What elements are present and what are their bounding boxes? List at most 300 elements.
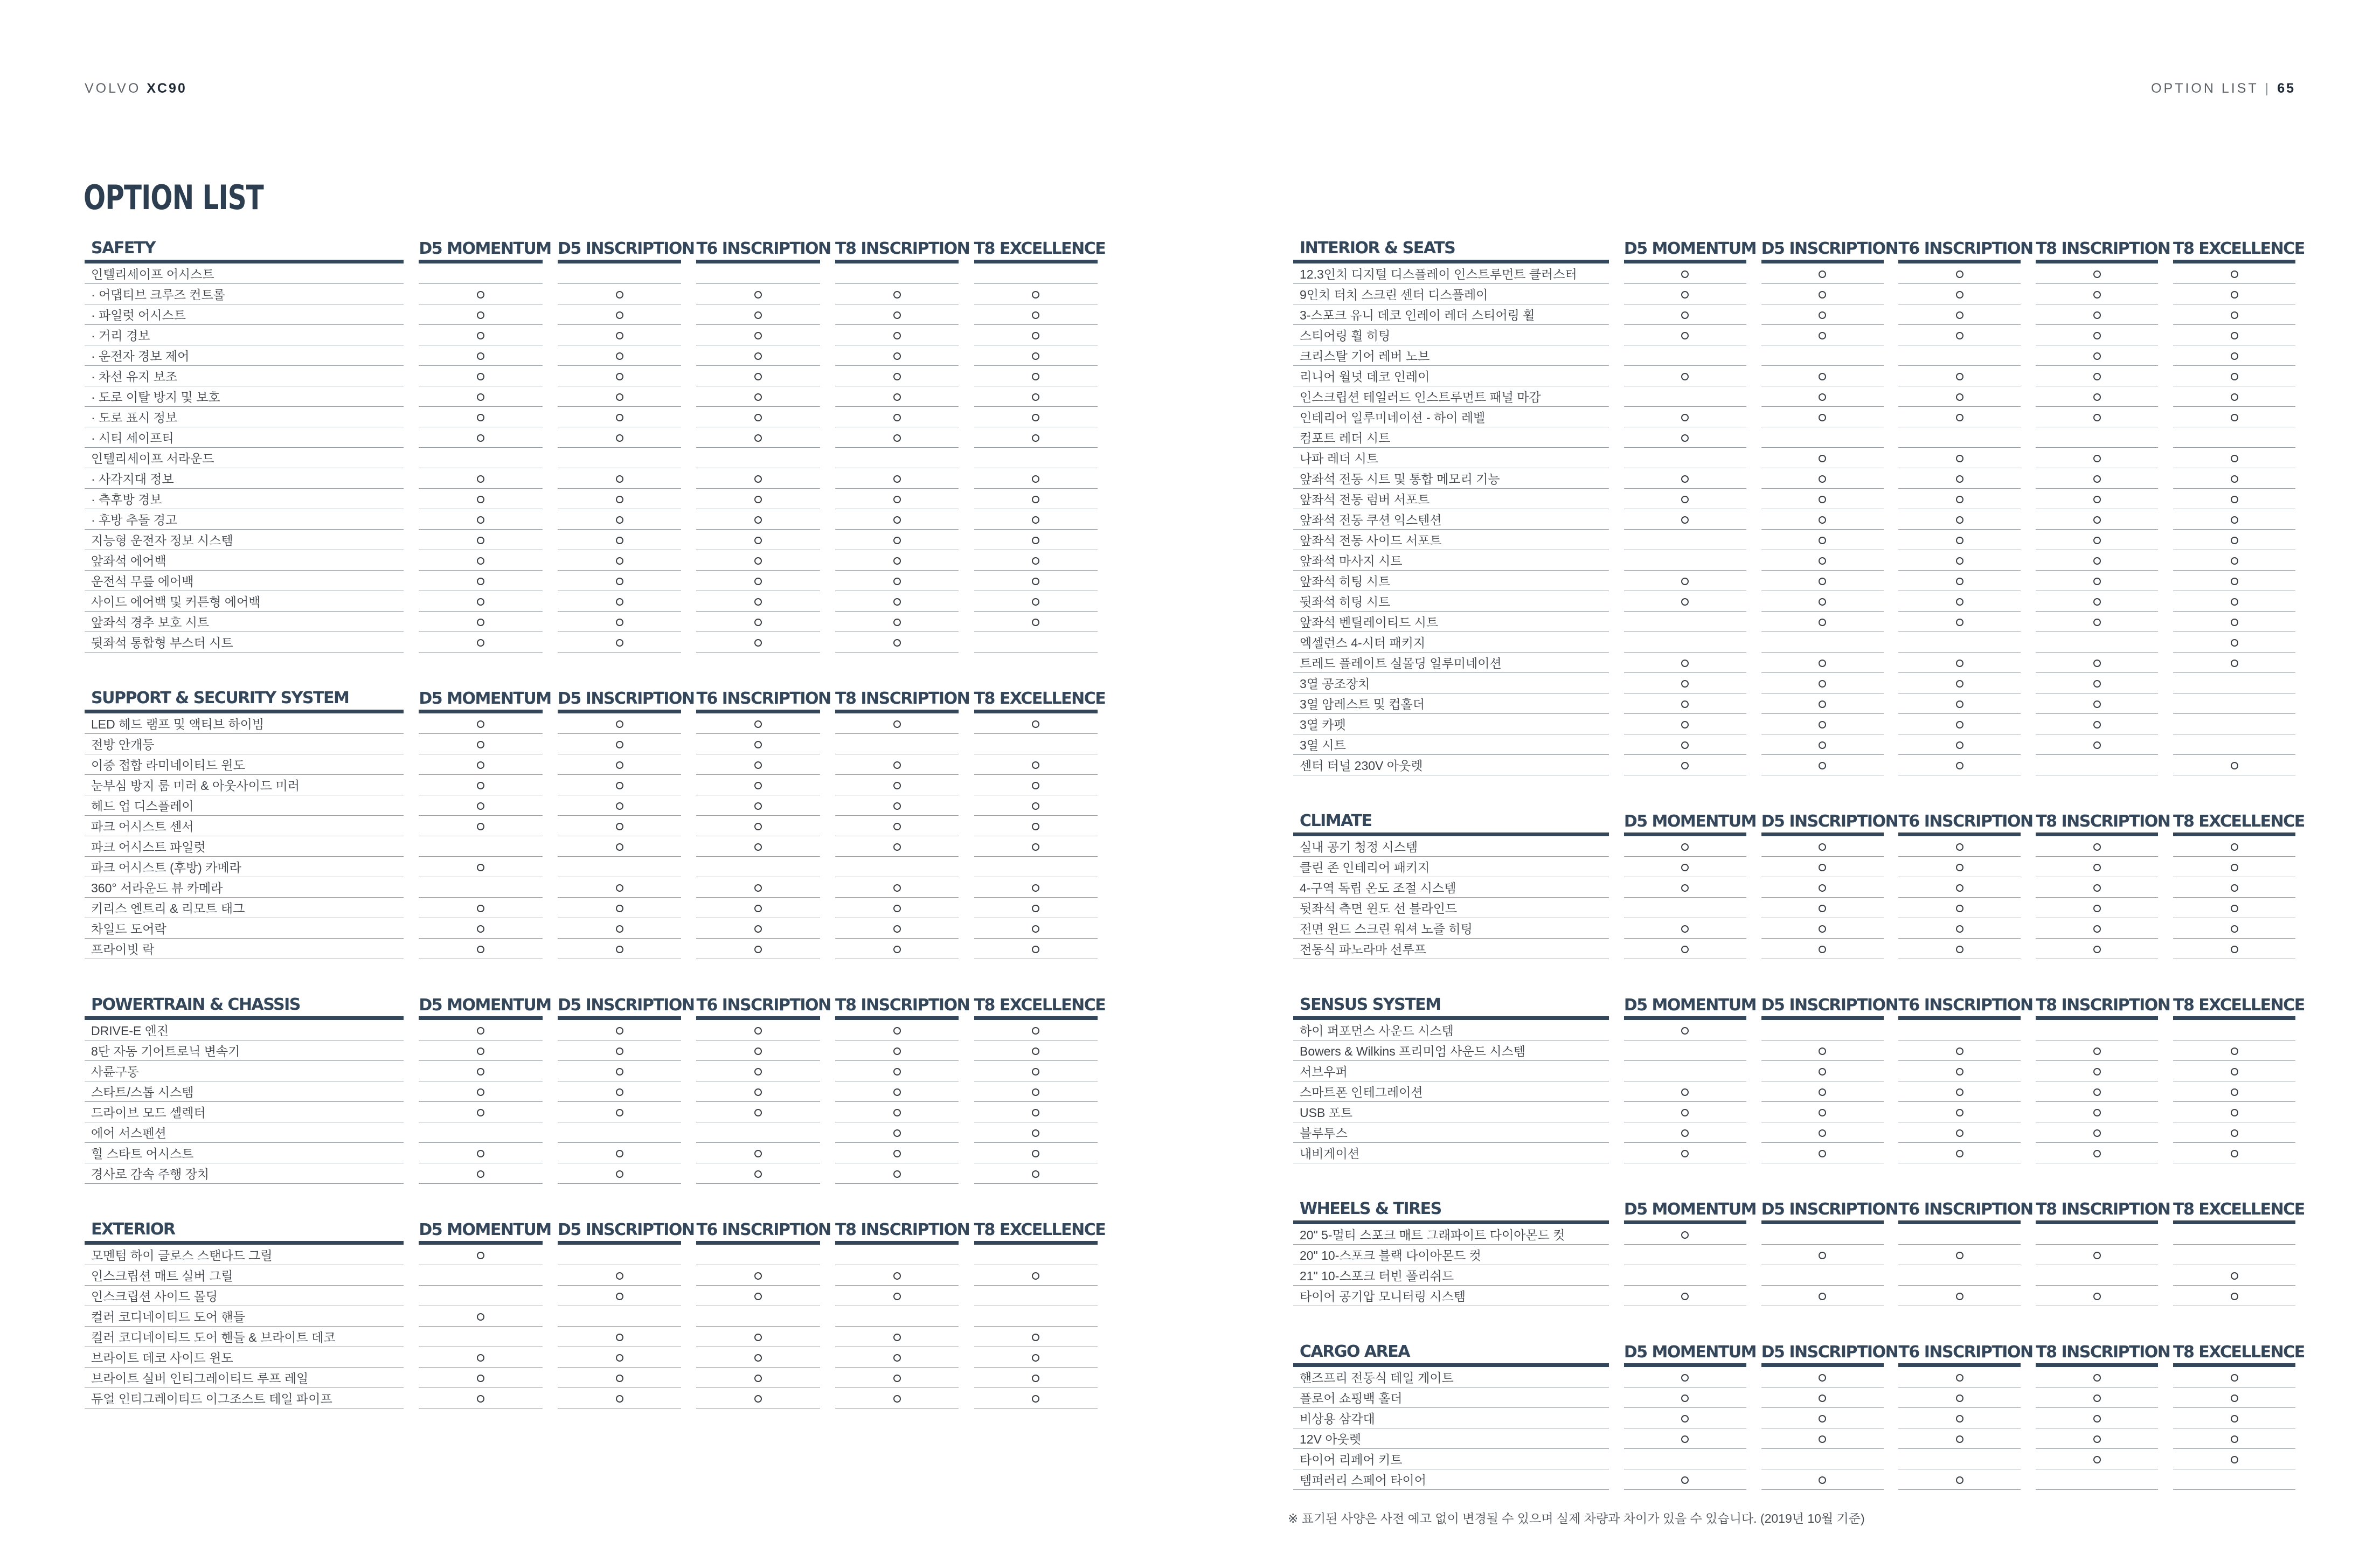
column-gap [1884, 1449, 1899, 1469]
availability-circle-icon [1956, 946, 1963, 953]
availability-cell [1898, 918, 2021, 939]
column-gap [2021, 407, 2036, 427]
availability-circle-icon [2093, 905, 2101, 912]
column-gap [1746, 1449, 1761, 1469]
availability-cell [1761, 263, 1884, 284]
availability-circle-icon [2093, 537, 2101, 544]
section-spacer [85, 653, 1098, 687]
column-gap [1884, 1408, 1899, 1428]
availability-circle-icon [1956, 311, 1963, 319]
availability-cell [696, 754, 820, 775]
column-gap [1609, 591, 1624, 612]
availability-circle-icon [754, 639, 762, 647]
availability-cell [696, 939, 820, 959]
section-title: SUPPORT & SECURITY SYSTEM [85, 687, 404, 713]
availability-circle-icon [1032, 1170, 1039, 1178]
availability-cell [419, 1020, 542, 1040]
availability-circle-icon [1956, 270, 1963, 278]
availability-circle-icon [1681, 1293, 1689, 1300]
availability-circle-icon [1681, 598, 1689, 606]
availability-circle-icon [2231, 1109, 2238, 1116]
availability-circle-icon [616, 1354, 623, 1362]
availability-cell [558, 263, 681, 284]
availability-cell [558, 1245, 681, 1265]
availability-cell [835, 325, 959, 345]
availability-cell [419, 468, 542, 489]
availability-circle-icon [1956, 598, 1963, 606]
column-gap [543, 775, 558, 795]
column-gap [543, 1368, 558, 1388]
availability-cell [974, 489, 1098, 509]
availability-cell [558, 284, 681, 304]
column-gap [1746, 325, 1761, 345]
column-gap [1884, 591, 1899, 612]
section-title: INTERIOR & SEATS [1293, 237, 1609, 263]
column-gap [2158, 571, 2173, 591]
column-gap [2158, 1224, 2173, 1245]
table-row [85, 857, 1098, 877]
table-row [1293, 1224, 2295, 1245]
availability-circle-icon [754, 619, 762, 626]
availability-circle-icon [2231, 270, 2238, 278]
column-gap [2021, 509, 2036, 530]
section-spacer [1293, 1163, 2295, 1198]
availability-cell [1898, 898, 2021, 918]
column-gap [959, 1286, 974, 1306]
column-gap [543, 754, 558, 775]
availability-circle-icon [616, 925, 623, 933]
feature-label: 듀얼 인티그레이티드 이그조스트 테일 파이프 [85, 1388, 404, 1409]
column-gap [1884, 632, 1899, 653]
availability-cell [1624, 1408, 1746, 1428]
availability-cell [1898, 1387, 2021, 1408]
availability-circle-icon [2093, 496, 2101, 503]
availability-circle-icon [1956, 537, 1963, 544]
column-gap [1746, 918, 1761, 939]
table-row [1293, 714, 2295, 734]
column-gap [404, 1218, 419, 1245]
availability-circle-icon [616, 1047, 623, 1055]
feature-label: · 측후방 경보 [85, 489, 404, 509]
column-gap [959, 1143, 974, 1163]
availability-circle-icon [2231, 1088, 2238, 1096]
availability-cell [2036, 1224, 2158, 1245]
availability-cell [696, 713, 820, 734]
table-header-row [1293, 994, 2295, 1020]
feature-label: 3열 시트 [1293, 734, 1609, 755]
availability-circle-icon [754, 557, 762, 565]
column-gap [1609, 407, 1624, 427]
availability-cell [696, 1306, 820, 1327]
availability-cell [696, 509, 820, 530]
column-gap [1609, 994, 1624, 1020]
column-gap [543, 1020, 558, 1040]
table-row [1293, 386, 2295, 407]
page-header [2151, 81, 2295, 96]
availability-cell [1624, 550, 1746, 571]
availability-cell [1624, 530, 1746, 550]
column-gap [1609, 693, 1624, 714]
column-gap [1884, 1020, 1899, 1040]
availability-cell [1624, 1286, 1746, 1306]
model-header-t6-inscription: T6 INSCRIPTION [1898, 1341, 2021, 1367]
column-gap [404, 448, 419, 468]
availability-circle-icon [2093, 373, 2101, 380]
model-header-t8-inscription: T8 INSCRIPTION [2036, 994, 2158, 1020]
column-gap [1609, 366, 1624, 386]
column-gap [404, 877, 419, 898]
availability-circle-icon [754, 537, 762, 544]
column-gap [1746, 1102, 1761, 1122]
availability-cell [974, 550, 1098, 571]
availability-circle-icon [477, 414, 484, 421]
availability-cell [2036, 1469, 2158, 1490]
table-row [85, 448, 1098, 468]
availability-cell [2036, 632, 2158, 653]
availability-circle-icon [477, 619, 484, 626]
feature-label: 12.3인치 디지털 디스플레이 인스트루먼트 클러스터 [1293, 263, 1609, 284]
availability-cell [1624, 653, 1746, 673]
table-row [1293, 325, 2295, 345]
availability-circle-icon [1681, 434, 1689, 442]
availability-circle-icon [1819, 414, 1826, 421]
availability-circle-icon [1032, 557, 1039, 565]
column-gap [404, 366, 419, 386]
column-gap [1884, 836, 1899, 857]
availability-cell [1761, 1143, 1884, 1163]
column-gap [2158, 263, 2173, 284]
availability-cell [974, 1245, 1098, 1265]
availability-circle-icon [1956, 1415, 1963, 1423]
availability-cell [419, 939, 542, 959]
availability-cell [419, 1306, 542, 1327]
table-row [85, 345, 1098, 366]
availability-cell [696, 918, 820, 939]
column-gap [543, 1040, 558, 1061]
availability-circle-icon [1956, 414, 1963, 421]
column-gap [2021, 1061, 2036, 1081]
availability-circle-icon [754, 434, 762, 442]
column-gap [2158, 550, 2173, 571]
availability-circle-icon [893, 1375, 901, 1382]
column-gap [2158, 1286, 2173, 1306]
availability-circle-icon [477, 1395, 484, 1403]
availability-cell [2036, 1367, 2158, 1387]
availability-cell [2173, 1143, 2295, 1163]
availability-cell [1624, 386, 1746, 407]
availability-cell [419, 427, 542, 448]
availability-circle-icon [1819, 311, 1826, 319]
availability-circle-icon [1956, 516, 1963, 524]
column-gap [681, 1163, 696, 1184]
availability-cell [1898, 1245, 2021, 1265]
availability-cell [2173, 325, 2295, 345]
availability-cell [1898, 1449, 2021, 1469]
availability-circle-icon [893, 720, 901, 728]
availability-circle-icon [1819, 1088, 1826, 1096]
column-gap [959, 386, 974, 407]
column-gap [404, 1347, 419, 1368]
column-gap [1609, 714, 1624, 734]
column-gap [820, 530, 835, 550]
availability-circle-icon [1819, 946, 1826, 953]
column-gap [1746, 571, 1761, 591]
availability-cell [1761, 612, 1884, 632]
column-gap [543, 1286, 558, 1306]
availability-cell [835, 795, 959, 816]
availability-circle-icon [2231, 291, 2238, 299]
model-header-t8-excellence: T8 EXCELLENCE [974, 994, 1098, 1020]
column-gap [820, 857, 835, 877]
model-header-t6-inscription: T6 INSCRIPTION [696, 237, 820, 263]
availability-cell [558, 795, 681, 816]
availability-cell [696, 407, 820, 427]
column-gap [543, 345, 558, 366]
column-gap [820, 612, 835, 632]
availability-cell [2173, 693, 2295, 714]
column-gap [2158, 1387, 2173, 1408]
column-gap [1746, 653, 1761, 673]
availability-cell [558, 571, 681, 591]
table-row [85, 1020, 1098, 1040]
column-gap [543, 836, 558, 857]
availability-circle-icon [477, 311, 484, 319]
availability-cell [558, 407, 681, 427]
availability-cell [1898, 1469, 2021, 1490]
availability-circle-icon [477, 578, 484, 585]
availability-circle-icon [754, 291, 762, 299]
feature-label: 플로어 쇼핑백 홀더 [1293, 1387, 1609, 1408]
option-table-interior-seats [1293, 237, 2305, 775]
column-gap [959, 304, 974, 325]
column-gap [1746, 284, 1761, 304]
availability-cell [696, 795, 820, 816]
model-header-d5-inscription: D5 INSCRIPTION [1761, 810, 1884, 836]
column-gap [1884, 877, 1899, 898]
feature-label: 차일드 도어락 [85, 918, 404, 939]
availability-cell [1898, 325, 2021, 345]
availability-cell [1761, 571, 1884, 591]
availability-circle-icon [2231, 455, 2238, 462]
column-gap [1609, 1449, 1624, 1469]
column-gap [2158, 468, 2173, 489]
availability-cell [2173, 1081, 2295, 1102]
column-gap [1609, 1102, 1624, 1122]
availability-cell [2036, 755, 2158, 775]
model-header-t8-excellence: T8 EXCELLENCE [2173, 994, 2295, 1020]
section-spacer [1293, 959, 2295, 994]
availability-cell [1761, 530, 1884, 550]
availability-circle-icon [2231, 1150, 2238, 1157]
availability-cell [835, 489, 959, 509]
availability-cell [974, 1061, 1098, 1081]
column-gap [1884, 1265, 1899, 1286]
availability-cell [696, 468, 820, 489]
column-gap [2021, 693, 2036, 714]
feature-label: 뒷좌석 측면 윈도 선 블라인드 [1293, 898, 1609, 918]
availability-cell [974, 509, 1098, 530]
availability-circle-icon [893, 884, 901, 892]
availability-cell [1761, 1020, 1884, 1040]
column-gap [404, 1306, 419, 1327]
availability-cell [419, 1081, 542, 1102]
availability-cell [1761, 714, 1884, 734]
column-gap [543, 1122, 558, 1143]
table-row [85, 263, 1098, 284]
table-row [85, 407, 1098, 427]
availability-cell [558, 386, 681, 407]
column-gap [1609, 237, 1624, 263]
availability-circle-icon [1819, 700, 1826, 708]
left-column [85, 237, 1106, 1409]
availability-cell [1898, 1224, 2021, 1245]
availability-circle-icon [2093, 1252, 2101, 1259]
availability-cell [835, 1143, 959, 1163]
column-gap [959, 816, 974, 836]
availability-circle-icon [1681, 864, 1689, 871]
table-row [85, 468, 1098, 489]
column-gap [2158, 325, 2173, 345]
column-gap [1884, 407, 1899, 427]
availability-circle-icon [1681, 496, 1689, 503]
column-gap [2158, 489, 2173, 509]
column-gap [959, 345, 974, 366]
availability-circle-icon [1032, 925, 1039, 933]
availability-cell [419, 1265, 542, 1286]
column-gap [2158, 693, 2173, 714]
model-name: XC90 [147, 81, 187, 96]
availability-cell [835, 571, 959, 591]
column-gap [959, 918, 974, 939]
column-gap [959, 1368, 974, 1388]
model-header-t8-excellence: T8 EXCELLENCE [974, 237, 1098, 263]
table-row [85, 1306, 1098, 1327]
availability-cell [835, 1286, 959, 1306]
table-row [85, 754, 1098, 775]
table-row [1293, 734, 2295, 755]
column-gap [404, 994, 419, 1020]
availability-cell [1624, 1224, 1746, 1245]
column-gap [959, 1020, 974, 1040]
column-gap [404, 1122, 419, 1143]
table-row [85, 1347, 1098, 1368]
availability-circle-icon [893, 1047, 901, 1055]
column-gap [1746, 857, 1761, 877]
column-gap [1746, 1020, 1761, 1040]
table-row [1293, 1428, 2295, 1449]
table-row [1293, 632, 2295, 653]
availability-cell [974, 304, 1098, 325]
feature-label: 경사로 감속 주행 장치 [85, 1163, 404, 1184]
availability-cell [558, 1102, 681, 1122]
availability-cell [2036, 284, 2158, 304]
column-gap [1609, 1040, 1624, 1061]
availability-circle-icon [1032, 291, 1039, 299]
availability-circle-icon [1956, 680, 1963, 688]
availability-cell [696, 775, 820, 795]
column-gap [681, 1265, 696, 1286]
availability-cell [2173, 1040, 2295, 1061]
column-gap [1884, 939, 1899, 959]
availability-circle-icon [754, 1375, 762, 1382]
availability-circle-icon [2093, 619, 2101, 626]
availability-cell [835, 1020, 959, 1040]
availability-cell [1898, 468, 2021, 489]
feature-label: 전면 윈드 스크린 워셔 노즐 히팅 [1293, 918, 1609, 939]
availability-cell [835, 1368, 959, 1388]
availability-cell [835, 550, 959, 571]
availability-cell [419, 386, 542, 407]
column-gap [1746, 366, 1761, 386]
table-row [1293, 1408, 2295, 1428]
availability-cell [1624, 693, 1746, 714]
availability-cell [1761, 489, 1884, 509]
availability-cell [419, 1143, 542, 1163]
column-gap [1609, 1469, 1624, 1490]
availability-cell [1624, 877, 1746, 898]
availability-circle-icon [1819, 1293, 1826, 1300]
availability-circle-icon [477, 291, 484, 299]
availability-cell [696, 345, 820, 366]
option-table-climate [1293, 810, 2305, 959]
table-row [1293, 673, 2295, 693]
availability-cell [974, 1102, 1098, 1122]
availability-circle-icon [2231, 373, 2238, 380]
availability-circle-icon [754, 1293, 762, 1300]
availability-cell [2173, 468, 2295, 489]
availability-cell [558, 591, 681, 612]
feature-label: 360° 서라운드 뷰 카메라 [85, 877, 404, 898]
column-gap [959, 366, 974, 386]
column-gap [2021, 612, 2036, 632]
availability-cell [696, 304, 820, 325]
table-row [1293, 448, 2295, 468]
availability-cell [2036, 530, 2158, 550]
availability-cell [974, 1388, 1098, 1409]
column-gap [404, 509, 419, 530]
availability-circle-icon [1681, 1150, 1689, 1157]
feature-label: 나파 레더 시트 [1293, 448, 1609, 468]
availability-circle-icon [616, 639, 623, 647]
availability-circle-icon [616, 373, 623, 380]
availability-circle-icon [2231, 475, 2238, 483]
feature-label: 프라이빗 락 [85, 939, 404, 959]
column-gap [681, 1081, 696, 1102]
availability-cell [696, 1122, 820, 1143]
column-gap [959, 1306, 974, 1327]
column-gap [2021, 366, 2036, 386]
column-gap [2021, 836, 2036, 857]
availability-circle-icon [477, 864, 484, 871]
availability-circle-icon [1819, 1068, 1826, 1076]
column-gap [1609, 489, 1624, 509]
availability-cell [835, 939, 959, 959]
column-gap [1746, 345, 1761, 366]
column-gap [959, 1061, 974, 1081]
availability-cell [1624, 1265, 1746, 1286]
availability-circle-icon [1032, 393, 1039, 401]
availability-circle-icon [2231, 1374, 2238, 1382]
column-gap [543, 816, 558, 836]
model-header-t6-inscription: T6 INSCRIPTION [1898, 994, 2021, 1020]
column-gap [1884, 263, 1899, 284]
column-gap [1884, 898, 1899, 918]
availability-circle-icon [2231, 578, 2238, 585]
availability-circle-icon [1681, 843, 1689, 851]
availability-circle-icon [477, 434, 484, 442]
column-gap [2158, 755, 2173, 775]
column-gap [1746, 836, 1761, 857]
